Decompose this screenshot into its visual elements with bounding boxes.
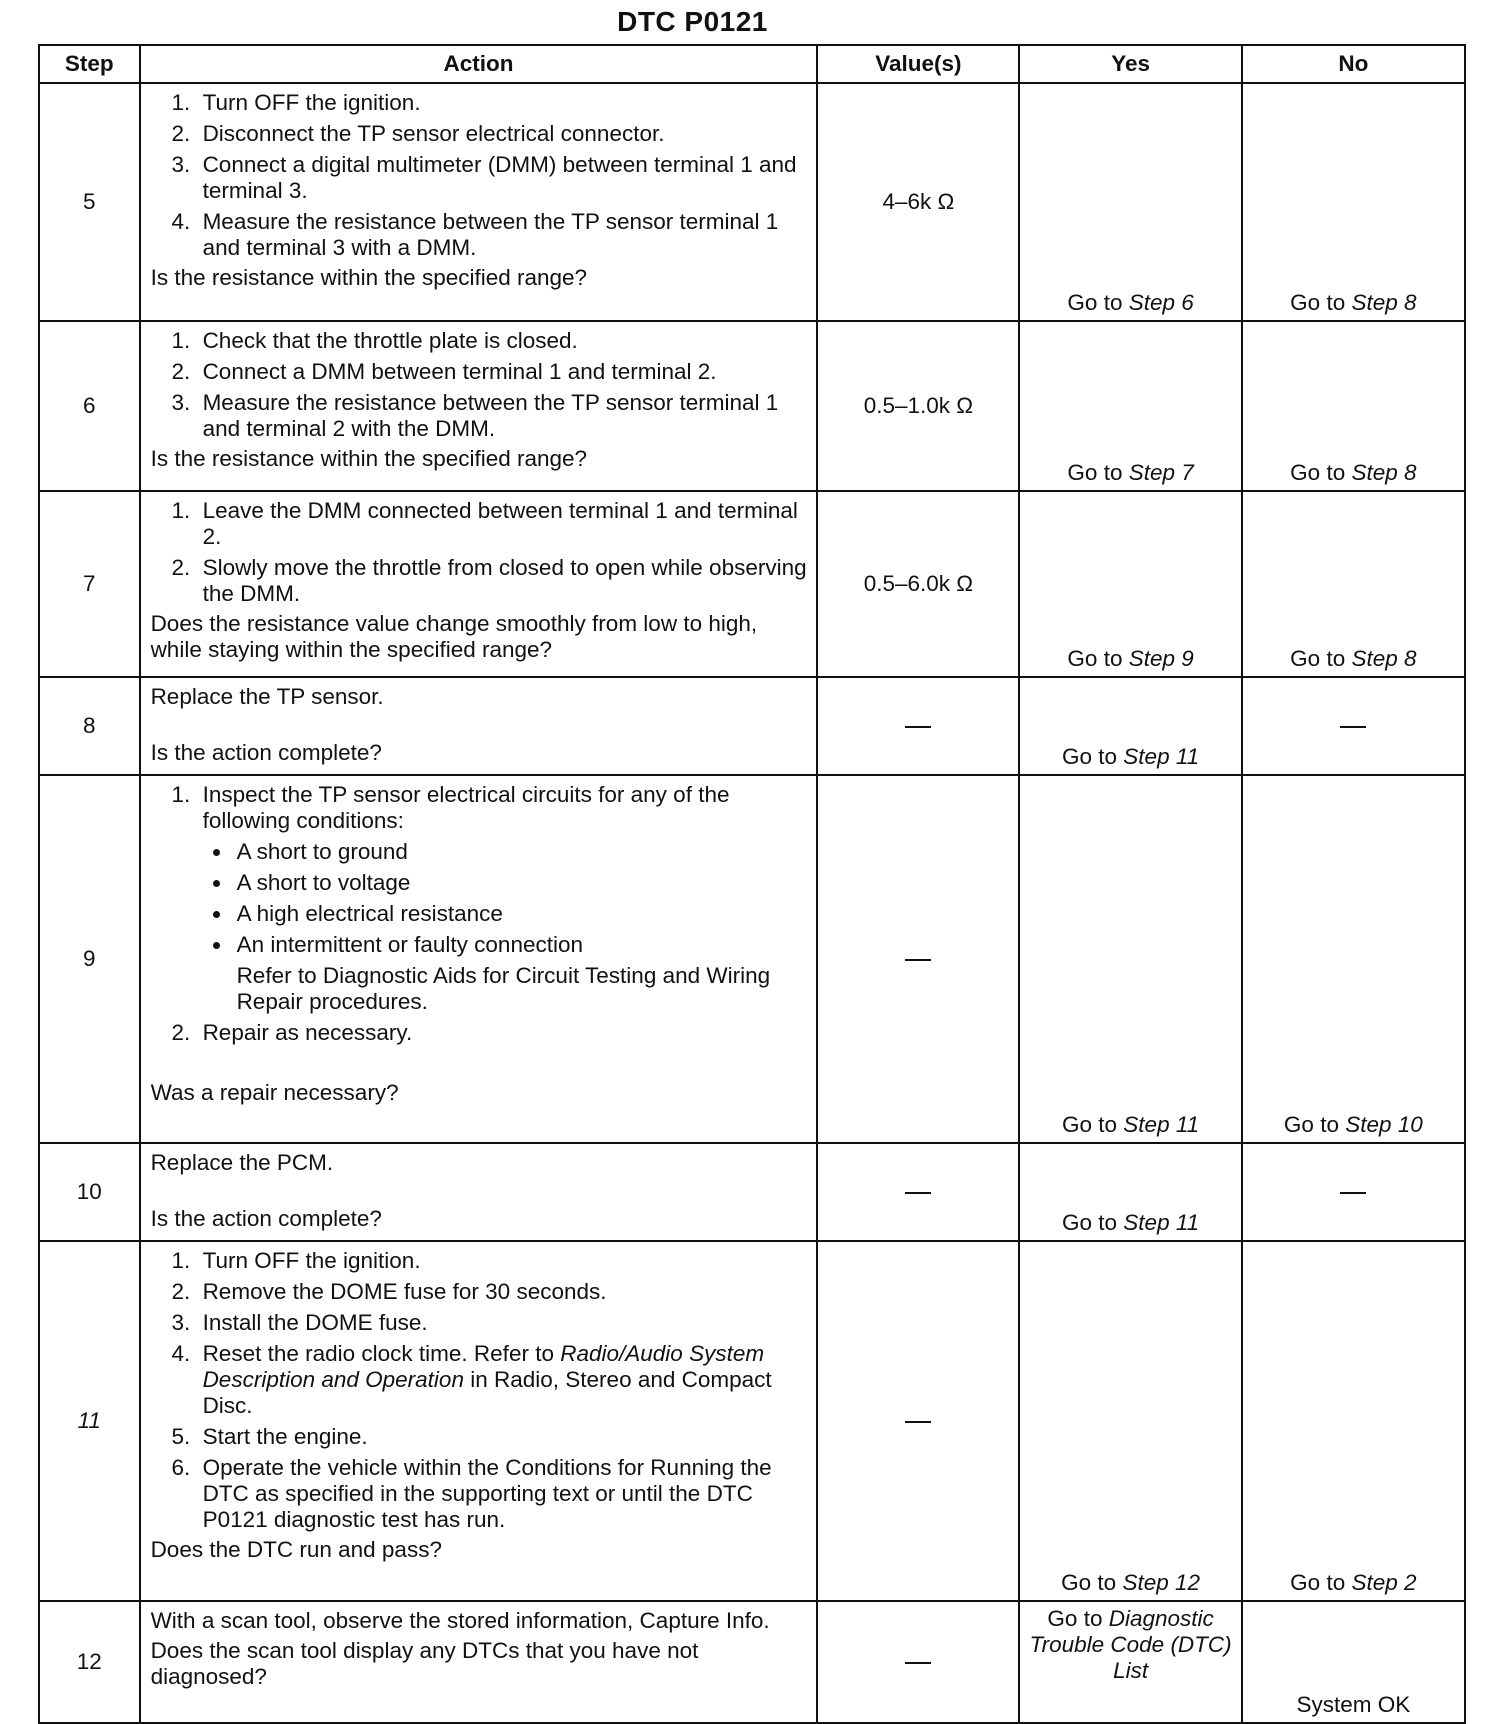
step-ref: Step 12 xyxy=(1122,1570,1201,1595)
action-cell xyxy=(140,1601,818,1723)
no-cell xyxy=(1242,1241,1465,1601)
goto-prefix: Go to xyxy=(1290,1570,1346,1595)
action-cell xyxy=(140,1143,818,1241)
manual-ref: Radio/Audio System Description and Operation xyxy=(202,1341,765,1392)
header-yes: Yes xyxy=(1019,45,1241,83)
question: Does the DTC run and pass? xyxy=(150,1537,442,1562)
dash xyxy=(1340,1192,1366,1194)
step-number: 5 xyxy=(39,83,140,321)
dash xyxy=(905,1192,931,1194)
yes-cell xyxy=(1019,1601,1241,1723)
table-header-row xyxy=(39,45,1465,83)
header-value: Value(s) xyxy=(817,45,1019,83)
action-cell xyxy=(140,677,818,775)
dash xyxy=(905,726,931,728)
goto-prefix: Go to xyxy=(1062,744,1118,769)
no-cell: System OK xyxy=(1242,1601,1465,1723)
action-item: 1. Turn OFF the ignition. xyxy=(197,90,809,116)
table-row xyxy=(39,1143,1465,1241)
no-cell xyxy=(1242,321,1465,491)
value-cell: 4–6k Ω xyxy=(817,83,1019,321)
step-ref: Step 9 xyxy=(1128,646,1194,671)
question: Does the resistance value change smoothly from low to high, while staying within the specified range? xyxy=(150,611,758,662)
dash xyxy=(1340,726,1366,728)
yes-cell xyxy=(1019,677,1241,775)
goto-prefix: Go to xyxy=(1290,290,1346,315)
value-cell xyxy=(817,1241,1019,1601)
dash xyxy=(905,959,931,961)
action-text: Replace the TP sensor. xyxy=(150,684,384,709)
table-row xyxy=(39,775,1465,1143)
table-row xyxy=(39,1241,1465,1601)
page-title: DTC P0121 xyxy=(617,6,768,37)
goto-prefix: Go to xyxy=(1290,646,1346,671)
action-item: 6. Operate the vehicle within the Conditions for Running the DTC as specified in the supporting text or until the DTC P0121 diagnostic test has run. xyxy=(197,1455,809,1533)
yes-cell xyxy=(1019,1241,1241,1601)
header-step: Step xyxy=(39,45,140,83)
yes-cell xyxy=(1019,491,1241,677)
bullet-item: • An intermittent or faulty connection xyxy=(233,932,809,958)
value-cell xyxy=(817,677,1019,775)
goto-prefix: Go to xyxy=(1062,1112,1118,1137)
question: Is the resistance within the specified range? xyxy=(150,446,588,471)
no-cell xyxy=(1242,677,1465,775)
step-number: 12 xyxy=(39,1601,140,1723)
dash xyxy=(905,1421,931,1423)
bullet-item: • A short to voltage xyxy=(233,870,809,896)
action-cell xyxy=(140,491,818,677)
action-item: 3. Connect a digital multimeter (DMM) between terminal 1 and terminal 3. xyxy=(197,152,809,204)
goto-prefix: Go to xyxy=(1283,1112,1339,1137)
step-ref: Step 11 xyxy=(1123,1112,1200,1137)
table-row xyxy=(39,491,1465,677)
action-cell xyxy=(140,1241,818,1601)
step-ref: Step 10 xyxy=(1345,1112,1423,1137)
action-item: 2. Slowly move the throttle from closed to open while observing the DMM. xyxy=(197,555,809,607)
action-item: 5. Start the engine. xyxy=(197,1424,809,1450)
yes-cell xyxy=(1019,1143,1241,1241)
value-cell xyxy=(817,1143,1019,1241)
question: Is the action complete? xyxy=(150,740,382,765)
table-row xyxy=(39,83,1465,321)
action-item: 3. Measure the resistance between the TP sensor terminal 1 and terminal 2 with the DMM. xyxy=(197,390,809,442)
action-item: 1. Turn OFF the ignition. xyxy=(197,1248,809,1274)
diagnostic-table xyxy=(38,44,1466,1724)
step-ref: Step 6 xyxy=(1128,290,1194,315)
table-row xyxy=(39,321,1465,491)
action-cell xyxy=(140,775,818,1143)
action-item xyxy=(197,782,809,1015)
action-text: Reset the radio clock time. Refer to xyxy=(202,1341,554,1366)
question: Is the resistance within the specified range? xyxy=(150,265,588,290)
action-item: 1. Leave the DMM connected between terminal 1 and terminal 2. xyxy=(197,498,809,550)
question: Does the scan tool display any DTCs that you have not diagnosed? xyxy=(150,1638,699,1689)
action-text: With a scan tool, observe the stored information, Capture Info. xyxy=(150,1608,770,1633)
step-ref: Step 11 xyxy=(1123,744,1200,769)
question: Was a repair necessary? xyxy=(150,1080,399,1105)
action-item: 4. Measure the resistance between the TP sensor terminal 1 and terminal 3 with a DMM. xyxy=(197,209,809,261)
step-ref: Step 8 xyxy=(1351,460,1417,485)
action-item: 3. Install the DOME fuse. xyxy=(197,1310,809,1336)
step-number: 8 xyxy=(39,677,140,775)
no-cell xyxy=(1242,775,1465,1143)
step-ref: Step 2 xyxy=(1351,1570,1417,1595)
step-ref: Step 8 xyxy=(1351,290,1417,315)
step-number: 9 xyxy=(39,775,140,1143)
action-item: 1. Check that the throttle plate is closed. xyxy=(197,328,809,354)
step-ref: Step 11 xyxy=(1123,1210,1200,1235)
action-item: 2. Connect a DMM between terminal 1 and terminal 2. xyxy=(197,359,809,385)
bullet-item: • A short to ground xyxy=(233,839,809,865)
action-item xyxy=(197,1341,809,1419)
action-text: in Radio, Stereo and Compact Disc. xyxy=(202,1367,772,1418)
table-row xyxy=(39,677,1465,775)
value-cell: 0.5–6.0k Ω xyxy=(817,491,1019,677)
dtc-list-ref: Diagnostic Trouble Code (DTC) List xyxy=(1029,1606,1232,1683)
action-text: Inspect the TP sensor electrical circuits for any of the following conditions: xyxy=(202,782,730,833)
value-cell xyxy=(817,1601,1019,1723)
bullet-item: • A high electrical resistance xyxy=(233,901,809,927)
yes-cell xyxy=(1019,775,1241,1143)
no-cell xyxy=(1242,83,1465,321)
header-action: Action xyxy=(140,45,818,83)
goto-prefix: Go to xyxy=(1061,1570,1117,1595)
goto-prefix: Go to xyxy=(1290,460,1346,485)
action-item: 2. Repair as necessary. xyxy=(197,1020,809,1046)
goto-prefix: Go to xyxy=(1067,290,1123,315)
step-number: 7 xyxy=(39,491,140,677)
step-number: 11 xyxy=(39,1241,140,1601)
note: Refer to Diagnostic Aids for Circuit Testing and Wiring Repair procedures. xyxy=(236,963,771,1014)
value-cell xyxy=(817,775,1019,1143)
step-number: 6 xyxy=(39,321,140,491)
step-ref: Step 7 xyxy=(1128,460,1194,485)
no-cell xyxy=(1242,491,1465,677)
step-number: 10 xyxy=(39,1143,140,1241)
goto-prefix: Go to xyxy=(1062,1210,1118,1235)
action-item: 2. Remove the DOME fuse for 30 seconds. xyxy=(197,1279,809,1305)
table-row xyxy=(39,1601,1465,1723)
question: Is the action complete? xyxy=(150,1206,382,1231)
yes-cell xyxy=(1019,321,1241,491)
header-no: No xyxy=(1242,45,1465,83)
no-cell xyxy=(1242,1143,1465,1241)
yes-cell xyxy=(1019,83,1241,321)
action-cell xyxy=(140,83,818,321)
step-ref: Step 8 xyxy=(1351,646,1417,671)
action-cell xyxy=(140,321,818,491)
goto-prefix: Go to xyxy=(1067,460,1123,485)
goto-prefix: Go to xyxy=(1067,646,1123,671)
action-text: Replace the PCM. xyxy=(150,1150,334,1175)
value-cell: 0.5–1.0k Ω xyxy=(817,321,1019,491)
action-item: 2. Disconnect the TP sensor electrical connector. xyxy=(197,121,809,147)
goto-prefix: Go to xyxy=(1047,1606,1103,1631)
dash xyxy=(905,1662,931,1664)
